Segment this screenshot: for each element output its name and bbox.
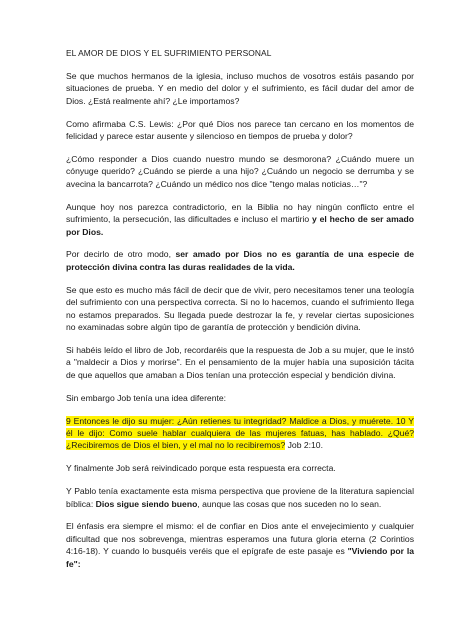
quote-reference: Job 2:10.	[285, 440, 323, 451]
paragraph-job: Si habéis leído el libro de Job, recordaréis que la respuesta de Job a su mujer, que le instó a "maldecir a Dios y morirse". En el pensamiento de la mujer había una suposición tácita de que aquellos que amaban a Dios tenían una protección especial y bendición divina.	[66, 344, 414, 380]
document-title: EL AMOR DE DIOS Y EL SUFRIMIENTO PERSONAL	[66, 48, 272, 58]
paragraph-job-idea: Sin embargo Job tenía una idea diferente:	[66, 392, 227, 403]
bold-text-run: "Viviendo por la fe":	[66, 546, 414, 569]
bold-text-run: ser amado por Dios no es garantía de una especie de protección divina contra las duras realidades de la vida.	[66, 249, 414, 272]
paragraph-intro: Se que muchos hermanos de la iglesia, incluso muchos de vosotros estáis pasando por situaciones de prueba. Y en medio del dolor y el sufrimiento, es fácil dudar del amor de Dios. ¿Está realmente ahí? ¿Le importamos?	[66, 71, 414, 106]
paragraph-job-quote	[66, 415, 414, 452]
text-run: El énfasis era siempre el mismo: el de confiar en Dios ante el envejecimiento y cualquier dificultad que nos sobrevenga, mientras esperamos una futura gloria eterna (2 Corintios 4:16-18). Y cuando lo busquéis veréis que el epígrafe de este pasaje es	[66, 521, 414, 557]
text-run: Por decirlo de otro modo,	[66, 249, 176, 260]
paragraph-theology: Se que esto es mucho más fácil de decir que de vivir, pero necesitamos tener una teología del sufrimiento con una perspectiva correcta. Si no lo hacemos, cuando el sufrimiento llega no estamos preparados. Su llegada puede destrozar la fe, y revelar ciertas suposiciones no examinadas sobre algún tipo de garantía de protección y bendición divina.	[66, 284, 414, 332]
text-run: Aunque hoy nos parezca contradictorio, en la Biblia no hay ningún conflicto entre el sufrimiento, la persecución, las dificultades e incluso el martirio	[66, 201, 414, 225]
bold-text-run: Dios sigue siendo bueno	[95, 498, 198, 509]
paragraph-questions: ¿Cómo responder a Dios cuando nuestro mundo se desmorona? ¿Cuándo muere un cónyuge querido? ¿Cuándo se pierde a una hijo? ¿Cuándo un negocio se derrumba y se avecina la bancarrota? ¿Cuándo un médico nos dice "tengo malas noticias…"?	[66, 154, 414, 189]
paragraph-vindicated: Y finalmente Job será reivindicado porque esta respuesta era correcta.	[66, 463, 336, 474]
paragraph-pablo	[66, 485, 414, 510]
paragraph-lewis-quote: Como afirmaba C.S. Lewis: ¿Por qué Dios nos parece tan cercano en los momentos de felicidad y parece estar ausente y silencioso en tiempos de prueba y dolor?	[66, 118, 414, 142]
bold-text-run: y el hecho de ser amado por Dios.	[66, 214, 414, 237]
paragraph-contradiction	[66, 201, 414, 238]
text-run: , aunque las cosas que nos suceden no lo sean.	[197, 498, 382, 509]
highlighted-quote: 9 Entonces le dijo su mujer: ¿Aún retienes tu integridad? Maldice a Dios, y muérete. 10 Y él le dijo: Como suele hablar cualquiera de las mujeres fatuas, has hablado. ¿Qué? ¿Recibiremos de Dios el bien, y el mal no lo recibiremos?	[66, 415, 414, 451]
paragraph-other-words	[66, 248, 414, 273]
text-run: Y Pablo tenía exactamente esta misma perspectiva que proviene de la literatura sapiencial bíblica:	[66, 486, 414, 509]
paragraph-emphasis	[66, 520, 414, 570]
